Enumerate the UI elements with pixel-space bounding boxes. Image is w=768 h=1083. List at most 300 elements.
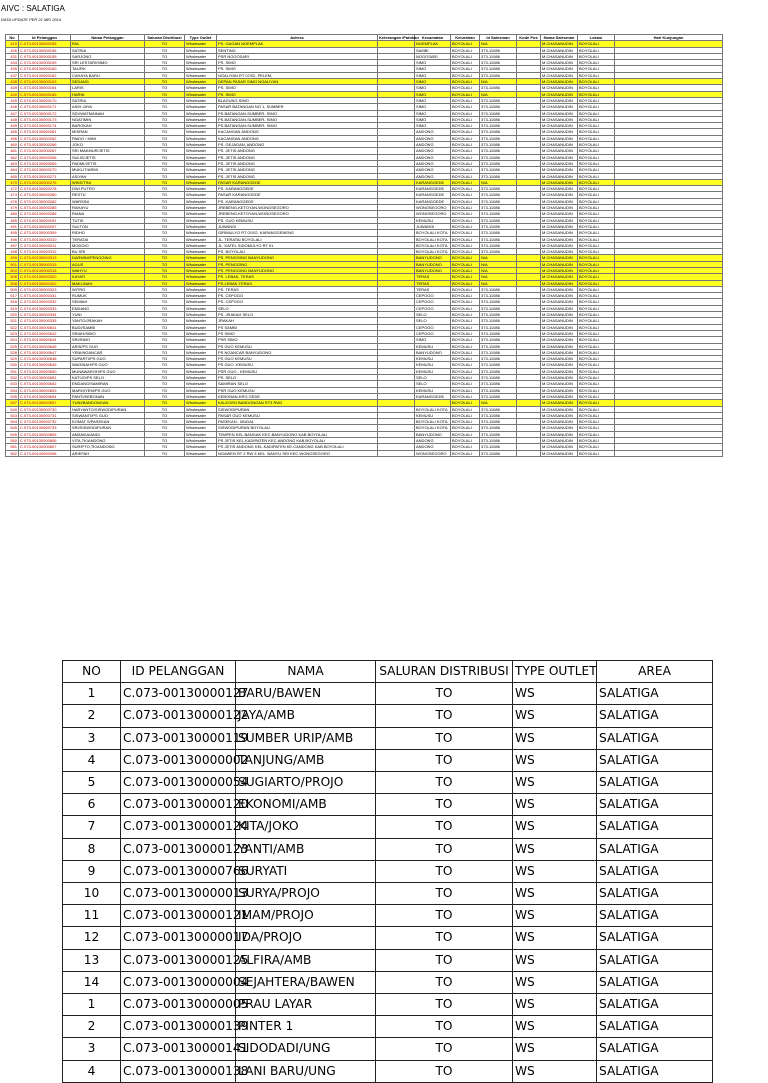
row-number: 465	[6, 173, 19, 179]
customer-name: RESTU	[71, 192, 145, 198]
salesman-name: M.CHASANUDIN	[541, 91, 578, 97]
customer-name: YANTI/AMB	[236, 838, 376, 860]
subdistrict: BOYOLALI	[451, 211, 480, 217]
customer-name: WAGINAH/PS GUO	[71, 362, 145, 368]
distribution-channel: TO	[376, 949, 513, 971]
table-row	[63, 705, 713, 727]
subdistrict: BOYOLALI	[451, 255, 480, 261]
distribution-channel: TO	[145, 425, 185, 431]
customer-name: YANTO/JRAKAH	[71, 318, 145, 324]
outlet-type: Wholesaler	[185, 261, 217, 267]
customer-id: C.073-00130000127	[121, 683, 236, 705]
outlet-type: Wholesaler	[185, 66, 217, 72]
district: SIMO	[415, 60, 451, 66]
location: BOYOLALI	[578, 324, 615, 330]
location: BOYOLALI	[578, 60, 615, 66]
salesman-name: M.CHASANUDIN	[541, 236, 578, 242]
customer-id: C.073-00130000120	[121, 794, 236, 816]
salesman-id: N/A	[480, 267, 517, 273]
location: BOYOLALI	[578, 173, 615, 179]
salesman-name: M.CHASANUDIN	[541, 110, 578, 116]
subdistrict: BOYOLALI	[451, 324, 480, 330]
subdistrict: BOYOLALI	[451, 223, 480, 229]
customer-id: C.073-00130000139	[121, 1016, 236, 1038]
customer-name: MUKLIT/ARMI	[71, 167, 145, 173]
customer-id: C.073-00130000334	[19, 312, 71, 318]
salesman-name: M.CHASANUDIN	[541, 198, 578, 204]
salesman-name: M.CHASANUDIN	[541, 53, 578, 59]
customer-name: KOMAT S/PASEKAN	[71, 419, 145, 425]
distribution-channel: TO	[145, 362, 185, 368]
distribution-channel: TO	[145, 104, 185, 110]
district: WONOSEGORO	[415, 205, 451, 211]
outlet-type: Wholesaler	[185, 230, 217, 236]
address: PS.BATANGAN-SUMBER- SIMO	[217, 116, 378, 122]
district: NGEMPLAK	[415, 41, 451, 47]
distribution-channel: TO	[376, 860, 513, 882]
location: BOYOLALI	[578, 267, 615, 273]
location: BOYOLALI	[578, 230, 615, 236]
area: SALATIGA	[597, 883, 713, 905]
location: BOYOLALI	[578, 343, 615, 349]
customer-id: C.073-00130000652	[19, 381, 71, 387]
distribution-channel: TO	[145, 192, 185, 198]
row-number: 445	[6, 97, 19, 103]
distribution-channel: TO	[145, 299, 185, 305]
subdistrict: BOYOLALI	[451, 167, 480, 173]
district: SAMBI	[415, 47, 451, 53]
customer-id: C.073-00130000159	[19, 60, 71, 66]
address: PASAR GUO KEMUSU	[217, 412, 378, 418]
area: SALATIGA	[597, 971, 713, 993]
customer-id: C.073-00130000313	[19, 255, 71, 261]
row-number: 491	[6, 223, 19, 229]
row-number: 4	[63, 749, 121, 771]
salesman-name: M.CHASANUDIN	[541, 142, 578, 148]
district: WONOSEGORO	[415, 211, 451, 217]
district: SIMO	[415, 97, 451, 103]
salesman-id: 373-11086	[480, 186, 517, 192]
district: TERAS	[415, 274, 451, 280]
customer-id: C.073-00130000267	[19, 148, 71, 154]
distribution-channel: TO	[376, 994, 513, 1016]
outlet-type: Wholesaler	[185, 330, 217, 336]
customer-name: SULIS/JETIS	[71, 154, 145, 160]
salesman-name: M.CHASANUDIN	[541, 72, 578, 78]
salesman-id: 373-11086	[480, 431, 517, 437]
customer-name: SRI/SISWODIPURAN	[71, 425, 145, 431]
salesman-id: 373-11086	[480, 160, 517, 166]
customer-name: LANI BARU/UNG	[236, 1060, 376, 1082]
address: PS JETIS KEL.KADIPATEN KEC.ANDONG KAB.BOYOLALI	[217, 438, 378, 444]
row-number: 523	[6, 330, 19, 336]
row-number: 4	[63, 1060, 121, 1082]
district: KEMUSU	[415, 412, 451, 418]
subdistrict: BOYOLALI	[451, 425, 480, 431]
customer-name: SDVWATMAINAH	[71, 110, 145, 116]
customer-name: LARIS	[71, 85, 145, 91]
salesman-name: M.CHASANUDIN	[541, 192, 578, 198]
customer-name: MARGIYEM/PS GUO	[71, 387, 145, 393]
customer-id: C.073-00130000286	[19, 211, 71, 217]
customer-name: KATIJO/PS SELO	[71, 375, 145, 381]
address: PS. CEPOGO	[217, 293, 378, 299]
customer-name: TANJUNG/AMB	[236, 749, 376, 771]
salesman-id: 373-11086	[480, 60, 517, 66]
salesman-id: 373-11086	[480, 419, 517, 425]
district: SELO	[415, 312, 451, 318]
customer-id: C.073-00130000323	[19, 286, 71, 292]
location: BOYOLALI	[578, 387, 615, 393]
distribution-channel: TO	[145, 217, 185, 223]
address: NGALIYAN RT 07/02, PELEM,	[217, 72, 378, 78]
distribution-channel: TO	[145, 211, 185, 217]
salesman-id: 373-11086	[480, 148, 517, 154]
customer-id: C.073-00130000318	[19, 267, 71, 273]
location: BOYOLALI	[578, 123, 615, 129]
customer-name: DARMINI/PENGGING	[71, 255, 145, 261]
address: PS. GUO KEMUSU	[217, 217, 378, 223]
customer-name: PAIDO / MINI	[71, 135, 145, 141]
customer-name: ARIS/PS GUO	[71, 343, 145, 349]
location: BOYOLALI	[578, 312, 615, 318]
row-number: 525	[6, 343, 19, 349]
address: PS. JETIS ANDONG	[217, 154, 378, 160]
district: CEPOGO	[415, 299, 451, 305]
distribution-channel: TO	[145, 261, 185, 267]
salesman-id: 373-11086	[480, 110, 517, 116]
customer-name: VITA,TK/ANDONG	[71, 438, 145, 444]
outlet-type: WS	[513, 1016, 597, 1038]
customer-name: SATRIA	[71, 47, 145, 53]
row-number: 438	[6, 79, 19, 85]
address: PS GUO -KEMUSU	[217, 362, 378, 368]
location: BOYOLALI	[578, 110, 615, 116]
customer-id: C.073-00130000766	[121, 860, 236, 882]
location: BOYOLALI	[578, 135, 615, 141]
customer-name: SUGIARTO/PROJO	[236, 772, 376, 794]
row-number: 10	[63, 883, 121, 905]
salesman-id: 373-11086	[480, 286, 517, 292]
customer-id: C.073-00130000141	[121, 1038, 236, 1060]
district: KEMUSU	[415, 368, 451, 374]
distribution-channel: TO	[145, 387, 185, 393]
customer-name: YUNI/BANDONGAN	[71, 400, 145, 406]
row-number: 524	[6, 337, 19, 343]
subdistrict: BOYOLALI	[451, 330, 480, 336]
customer-id: C.073-00130000333	[19, 305, 71, 311]
customer-id: C.073-00130000171	[19, 104, 71, 110]
outlet-type: Wholesaler	[185, 135, 217, 141]
customer-id: C.073-00130000280	[19, 192, 71, 198]
address: PSR GUO - KEMUSU	[217, 368, 378, 374]
district: KEMUSU	[415, 217, 451, 223]
district: BOYOLALI KOTA	[415, 425, 451, 431]
customer-id: C.073-00130000285	[19, 205, 71, 211]
distribution-channel: TO	[145, 173, 185, 179]
outlet-type: Wholesaler	[185, 368, 217, 374]
customer-id: C.073-00130000644	[19, 337, 71, 343]
subdistrict: BOYOLALI	[451, 400, 480, 406]
address: PS. TERAS	[217, 286, 378, 292]
address: PS. GAGAN NGEMPLAK	[217, 41, 378, 47]
location: BOYOLALI	[578, 160, 615, 166]
row-number: 520	[6, 312, 19, 318]
salesman-name: M.CHASANUDIN	[541, 104, 578, 110]
customer-id: C.073-00130000649	[19, 362, 71, 368]
column-header: NAMA	[236, 661, 376, 683]
salesman-id: 373-11086	[480, 173, 517, 179]
row-number: 533	[6, 381, 19, 387]
location: BOYOLALI	[578, 192, 615, 198]
district: NOGOSARI	[415, 53, 451, 59]
subdistrict: BOYOLALI	[451, 343, 480, 349]
customer-id: C.073-00130000163	[19, 79, 71, 85]
table-row	[63, 794, 713, 816]
location: BOYOLALI	[578, 116, 615, 122]
salesman-id: 373-11086	[480, 242, 517, 248]
salesman-name: M.CHASANUDIN	[541, 274, 578, 280]
row-number: 545	[6, 425, 19, 431]
customer-id: C.073-00130000155	[19, 53, 71, 59]
salesman-id: 373-11086	[480, 249, 517, 255]
subdistrict: BOYOLALI	[451, 337, 480, 343]
customer-id: C.073-00130000646	[19, 343, 71, 349]
salesman-id: 373-11086	[480, 318, 517, 324]
customer-id: C.073-00130000297	[19, 223, 71, 229]
row-number: 517	[6, 293, 19, 299]
outlet-type: Wholesaler	[185, 97, 217, 103]
address: PS. GEJAGAN, ANDONG	[217, 142, 378, 148]
distribution-channel: TO	[376, 927, 513, 949]
address: PASAR KARANGGEDE	[217, 179, 378, 185]
table-body	[63, 683, 713, 1083]
district: ANDONG	[415, 444, 451, 450]
district: SIMO	[415, 85, 451, 91]
district: SELO	[415, 381, 451, 387]
customer-id: C.073-00130000730	[19, 406, 71, 412]
page-title: AIVC : SALATIGA	[1, 4, 65, 13]
row-number: 479	[6, 205, 19, 211]
customer-id: C.073-00130000162	[19, 72, 71, 78]
customer-name: YUNI	[71, 312, 145, 318]
row-number: 485	[6, 217, 19, 223]
outlet-type: Wholesaler	[185, 110, 217, 116]
address: SISWODIPURAN	[217, 406, 378, 412]
location: BOYOLALI	[578, 393, 615, 399]
district: SIMO	[415, 72, 451, 78]
customer-name: YENI/NGANCAR	[71, 349, 145, 355]
distribution-channel: TO	[145, 242, 185, 248]
customer-id: C.073-00130000647	[19, 349, 71, 355]
district: CEPOGO	[415, 324, 451, 330]
distribution-channel: TO	[376, 772, 513, 794]
address: SISWODIPURAN BOYOLALI	[217, 425, 378, 431]
customer-id: C.073-00130000173	[19, 116, 71, 122]
outlet-type: Wholesaler	[185, 173, 217, 179]
location: BOYOLALI	[578, 375, 615, 381]
column-header: Kode Pos	[517, 35, 541, 41]
distribution-channel: TO	[376, 683, 513, 705]
customer-id: C.073-00130000312	[19, 249, 71, 255]
district: CEPOGO	[415, 293, 451, 299]
outlet-type: Wholesaler	[185, 192, 217, 198]
district: SIMO	[415, 91, 451, 97]
row-number: 14	[63, 971, 121, 993]
subdistrict: BOYOLALI	[451, 53, 480, 59]
distribution-channel: TO	[145, 142, 185, 148]
outlet-type: Wholesaler	[185, 142, 217, 148]
outlet-type: Wholesaler	[185, 393, 217, 399]
outlet-type: Wholesaler	[185, 425, 217, 431]
salesman-name: M.CHASANUDIN	[541, 205, 578, 211]
location: BOYOLALI	[578, 198, 615, 204]
subdistrict: BOYOLALI	[451, 286, 480, 292]
subdistrict: BOYOLALI	[451, 419, 480, 425]
customer-id: C.073-00130000262	[19, 135, 71, 141]
location: BOYOLALI	[578, 41, 615, 47]
distribution-channel: TO	[145, 167, 185, 173]
subdistrict: BOYOLALI	[451, 412, 480, 418]
outlet-type: WS	[513, 905, 597, 927]
row-number: 464	[6, 167, 19, 173]
salesman-id: 373-11086	[480, 66, 517, 72]
row-number: 460	[6, 142, 19, 148]
row-number: 3	[63, 727, 121, 749]
outlet-type: Wholesaler	[185, 91, 217, 97]
salesman-name: M.CHASANUDIN	[541, 425, 578, 431]
row-number: 448	[6, 116, 19, 122]
outlet-type: Wholesaler	[185, 116, 217, 122]
customer-name: TUTIK	[71, 217, 145, 223]
salesman-name: M.CHASANUDIN	[541, 173, 578, 179]
salesman-name: M.CHASANUDIN	[541, 431, 578, 437]
row-number: 498	[6, 249, 19, 255]
subdistrict: BOYOLALI	[451, 179, 480, 185]
address: TEMPEN KEL.BANGAK KEC.BANYUDONO KAB.BOYOLALI	[217, 431, 378, 437]
subdistrict: BOYOLALI	[451, 299, 480, 305]
table-row	[63, 1038, 713, 1060]
customer-name: BU SRI	[71, 249, 145, 255]
location: BOYOLALI	[578, 142, 615, 148]
location: BOYOLALI	[578, 356, 615, 362]
customer-id: C.073-00130000123	[121, 838, 236, 860]
customer-name: DWI PUTRO	[71, 186, 145, 192]
row-number: 435	[6, 66, 19, 72]
outlet-type: Wholesaler	[185, 72, 217, 78]
customer-id: C.073-00130000291	[19, 217, 71, 223]
district: ANDONG	[415, 154, 451, 160]
distribution-channel: TO	[145, 400, 185, 406]
distribution-channel: TO	[145, 249, 185, 255]
outlet-type: WS	[513, 838, 597, 860]
customer-name: ENDANG	[71, 305, 145, 311]
distribution-channel: TO	[145, 60, 185, 66]
subdistrict: BOYOLALI	[451, 236, 480, 242]
customer-name: TERATAI	[71, 236, 145, 242]
distribution-channel: TO	[145, 230, 185, 236]
salesman-name: M.CHASANUDIN	[541, 129, 578, 135]
customer-name: HARYANTO/SISWODIPURAN	[71, 406, 145, 412]
location: BOYOLALI	[578, 330, 615, 336]
customer-name: BARU/BAWEN	[236, 683, 376, 705]
location: BOYOLALI	[578, 97, 615, 103]
column-header: Id Pelanggan	[19, 35, 71, 41]
location: BOYOLALI	[578, 249, 615, 255]
district: ANDONG	[415, 167, 451, 173]
address: JL. KATEL SIDOMULYO RT 01	[217, 242, 378, 248]
customer-id: C.073-00130000268	[19, 154, 71, 160]
column-header: SALURAN DISTRIBUSI	[376, 661, 513, 683]
customer-id: C.073-00130000170	[19, 97, 71, 103]
subdistrict: BOYOLALI	[451, 431, 480, 437]
subdistrict: BOYOLALI	[451, 173, 480, 179]
customer-name: SURIPTO,TK/ANDONG	[71, 444, 145, 450]
customer-name: SISWANTI/PS GUO	[71, 412, 145, 418]
district: KARANGGEDE	[415, 198, 451, 204]
distribution-channel: TO	[376, 1016, 513, 1038]
visit-day	[615, 450, 723, 456]
address: JREBENG-KETOYAN-WONOSEGORO	[217, 211, 378, 217]
salesman-id: 373-11086	[480, 142, 517, 148]
outlet-type: WS	[513, 772, 597, 794]
customer-id: C.073-00130000013	[121, 883, 236, 905]
location: BOYOLALI	[578, 337, 615, 343]
district: CEPOGO	[415, 305, 451, 311]
outlet-type: Wholesaler	[185, 412, 217, 418]
salesman-name: M.CHASANUDIN	[541, 337, 578, 343]
outlet-type: Wholesaler	[185, 53, 217, 59]
outlet-type: Wholesaler	[185, 85, 217, 91]
salesman-id: N/A	[480, 274, 517, 280]
customer-id: C.073-00130000805	[19, 431, 71, 437]
row-number: 528	[6, 349, 19, 355]
outlet-type: WS	[513, 949, 597, 971]
row-number: 549	[6, 431, 19, 437]
subdistrict: BOYOLALI	[451, 60, 480, 66]
district: BOYOLALI KOTA	[415, 419, 451, 425]
customer-name: SULTON	[71, 223, 145, 229]
address: JL. TERATAI BOYOLALI	[217, 236, 378, 242]
customer-name: RAHAYU	[71, 205, 145, 211]
district: BANYUDONO	[415, 261, 451, 267]
subdistrict: BOYOLALI	[451, 192, 480, 198]
location: BOYOLALI	[578, 368, 615, 374]
location: BOYOLALI	[578, 255, 615, 261]
row-number: 508	[6, 280, 19, 286]
outlet-type: Wholesaler	[185, 387, 217, 393]
address: GIRIMULYO RT 01/02, KARANGGENENG	[217, 230, 378, 236]
column-header: No	[6, 35, 19, 41]
customer-name: SURYA/PROJO	[236, 883, 376, 905]
distribution-channel: TO	[145, 186, 185, 192]
salesman-name: M.CHASANUDIN	[541, 160, 578, 166]
row-number: 519	[6, 305, 19, 311]
customer-id: C.073-00130000309	[19, 230, 71, 236]
distribution-channel: TO	[145, 97, 185, 103]
subdistrict: BOYOLALI	[451, 154, 480, 160]
row-number: 535	[6, 393, 19, 399]
address: PS. LEBAK, TERAS	[217, 274, 378, 280]
district: BOYOLALI KOTA	[415, 406, 451, 412]
customer-table-boyolali	[5, 34, 723, 457]
outlet-type: Wholesaler	[185, 104, 217, 110]
salesman-name: M.CHASANUDIN	[541, 135, 578, 141]
customer-id: C.073-00130000733	[19, 425, 71, 431]
district: KARANGGEDE	[415, 393, 451, 399]
customer-id: C.073-00130000002	[121, 749, 236, 771]
subdistrict: BOYOLALI	[451, 110, 480, 116]
